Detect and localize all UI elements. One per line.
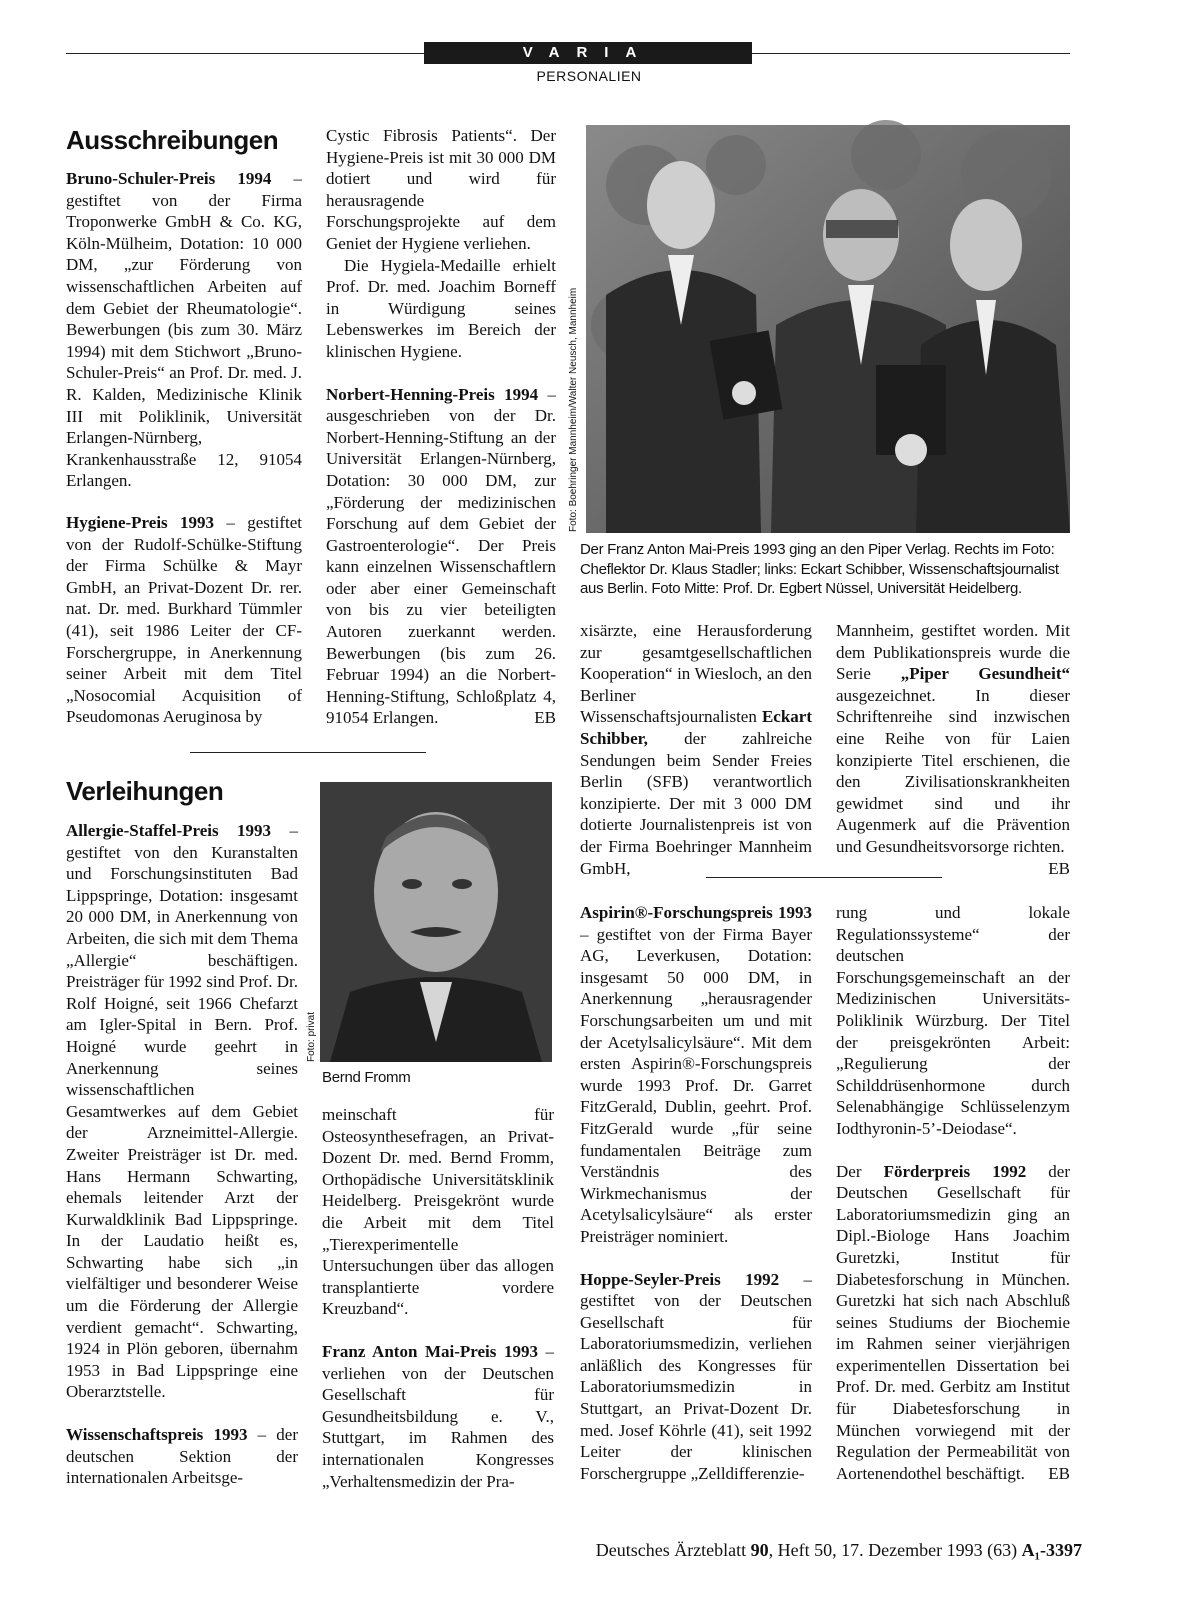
divider-mai — [706, 877, 942, 878]
column-1-top — [66, 168, 302, 492]
heading-ausschreibungen: Ausschreibungen — [66, 125, 279, 155]
hygiene-continued: Cystic Fibrosis Patients“. Der Hygiene-Preis ist mit 30 000 DM dotiert und wird für herausragende Forschungsprojekte auf dem Geniet der Hygiene verliehen. — [326, 126, 556, 253]
hygiela-paragraph: Die Hygiela-Medaille erhielt Prof. Dr. med. Joachim Borneff in Würdigung seines Lebenswerkes im Bereich der klinischen Hygiene. — [326, 255, 556, 361]
article-aspirin — [580, 902, 812, 1248]
wiss-continued: meinschaft für Osteosynthesefragen, an Privat-Dozent Dr. med. Bernd Fromm, Orthopädische Universitätsklinik Heidelberg. Preisgekrönt wurde die Arbeit mit dem Titel „Tierexperimentelle Untersuchungen über das allogen transplantierte vordere Kreuzband“. — [322, 1105, 554, 1319]
footer-issue: , Heft 50, 17. Dezember 1993 (63) — [768, 1540, 1022, 1560]
header-rule-right — [752, 53, 1070, 54]
page-footer — [530, 1540, 1082, 1561]
hoppe-title: Hoppe-Seyler-Preis 1992 — [580, 1269, 780, 1289]
foerder-title: Förderpreis 1992 — [883, 1161, 1027, 1181]
mai-continued-1: xisärzte, eine Herausforderung zur gesamtgesellschaftlichen Kooperation“ in Wiesloch, an den Berliner Wissenschaftsjournalisten Eckart Schibber, der zahlreiche Sendungen beim Sender Freies Berlin (SFB) verantwortlich konzipierte. Der mit 3 000 DM dotierte Journalistenpreis ist von der Firma Boehringer Mannheim GmbH, — [580, 621, 812, 878]
article-hoppe — [580, 1269, 812, 1485]
photo-top-credit: Foto: Boehringer Mannheim/Walter Neusch, Mannheim — [568, 287, 579, 532]
divider-ausschreibungen — [190, 752, 426, 753]
photo-small-credit: Foto: privat — [306, 1011, 317, 1062]
mai-signature: EB — [1048, 858, 1070, 878]
hoppe-text-part1: – gestiftet von der Deutschen Gesellschaft für Laboratoriumsmedizin, verliehen anläßlich des Kongresses für Laboratoriumsmedizin in Stuttgart, an Privat-Dozent Dr. med. Josef Köhrle (41), seit 1992 Leiter der klinischen Forschergruppe „Zelldifferenzie- — [580, 1269, 812, 1483]
allergie-title: Allergie-Staffel-Preis 1993 — [66, 821, 272, 840]
wiss-text-part1: – der deutschen Sektion der internationalen Arbeitsge- — [66, 1425, 298, 1488]
column-4-middle — [836, 620, 1070, 879]
photo-award-ceremony — [586, 125, 1070, 533]
foerder-text: der Deutschen Gesellschaft für Laboratoriumsmedizin ging an Dipl.-Biologe Hans Joachim Guretzki, Institut für Diabetesforschung in München. Guretzki hat sich nach Abschluß seines Studiums der Biochemie im Rahmen seiner vierjährigen experimentellen Dissertation bei Prof. Dr. med. Gerbitz am Institut für Diabetesforschung in München vorwiegend mit der Regulation der Permeabilität von Aortenendothel beschäftigt. — [836, 1161, 1070, 1483]
header-rule-left — [66, 53, 424, 54]
footer-volume: 90 — [750, 1540, 769, 1560]
column-3-bottom — [580, 902, 812, 1484]
bruno-text: – gestiftet von der Firma Troponwerke GmbH & Co. KG, Köln-Mülheim, Dotation: 10 000 DM, „zur Förderung von wissenschaftlichen Arbeiten auf dem Gebiet der Rheumatologie“. Bewerbungen (bis zum 30. März 1994) mit dem Stichwort „Bruno-Schuler-Preis“ an Prof. Dr. med. J. R. Kalden, Medizinische Klinik III mit Poliklinik, Universität Erlangen-Nürnberg, Krankenhausstraße 12, 91054 Erlangen. — [66, 169, 302, 491]
article-foerder — [836, 1161, 1070, 1485]
henning-signature: EB — [534, 708, 556, 728]
article-wiss — [66, 1424, 298, 1489]
column-1-hygiene — [66, 512, 302, 740]
heading-verleihungen: Verleihungen — [66, 776, 224, 806]
mai-title: Franz Anton Mai-Preis 1993 — [322, 1341, 538, 1361]
photo-award-image — [586, 125, 1070, 533]
mai-continued-2: Mannheim, gestiftet worden. Mit dem Publikationspreis wurde die Serie „Piper Gesundheit“ ausgezeichnet. In dieser Schriftenreihe sind inzwischen eine Reihe von für Laien konzipierte Titel erschienen, die den Zivilisationskrankheiten gewidmet sind und ihr Augenmerk auf die Prävention und Gesundheitsvorsorge richten. EB — [836, 621, 1070, 878]
article-hygiene — [66, 512, 302, 728]
column-3-middle — [580, 620, 812, 878]
photo-small-caption: Bernd Fromm — [322, 1069, 411, 1086]
aspirin-title: Aspirin®-Forschungspreis 1993 — [580, 903, 812, 922]
article-bruno — [66, 168, 302, 492]
aspirin-text: – gestiftet von der Firma Bayer AG, Leverkusen, Dotation: insgesamt 50 000 DM, in Anerkennung „herausragender Forschungsarbeiten um und mit der Acetylsalicylsäure“. Mit dem ersten Aspirin®-Forschungspreis wurde 1993 Prof. Dr. Garret FitzGerald, Dublin, geehrt. Prof. FitzGerald wurde „für seine fundamentalen Beiträge zum Verständnis des Wirkmechanismus der Acetylsalicylsäure“ als erster Preisträger nominiert. — [580, 924, 812, 1246]
photo-bernd-fromm — [320, 782, 552, 1062]
hygiene-text-part1: – gestiftet von der Rudolf-Schülke-Stiftung der Firma Schülke & Mayr GmbH, an Privat-Dozent Dr. rer. nat. Dr. med. Burkhard Tümmler (41), seit 1986 Leiter der CF-Forschergruppe, in Anerkennung seiner Arbeit mit dem Titel „Nosocomial Acquisition of Pseudomonas Aeruginosa by — [66, 513, 302, 727]
bruno-title: Bruno-Schuler-Preis 1994 — [66, 169, 272, 188]
article-allergie — [66, 820, 298, 1403]
column-2-top — [326, 125, 556, 729]
allergie-text: – gestiftet von den Kuranstalten und Forschungsinstituten Bad Lippspringe, Dotation: insgesamt 20 000 DM, in Anerkennung von Arbeiten, die sich mit dem Thema „Allergie“ beschäftigen. Preisträger für 1992 sind Prof. Dr. Rolf Hoigné, seit 1966 Chefarzt am Igler-Spital in Bern. Prof. Hoigné wurde geehrt in Anerkennung seines wissenschaftlichen Gesamtwerkes auf dem Gebiet der Arzneimittel-Allergie. Zweiter Preisträger ist Dr. med. Hans Hermann Schwarting, ehemals leitender Arzt der Kurwaldklinik Bad Lippspringe. In der Laudatio heißt es, Schwarting habe sich „in vielfältiger und besonderer Weise um die Förderung der Allergie verdient gemacht“. Schwarting, 1924 in Plön geboren, übernahm 1953 in Bad Lippspringe eine Oberarztstelle. — [66, 821, 298, 1402]
henning-title: Norbert-Henning-Preis 1994 — [326, 384, 539, 404]
eckart-name: Eckart Schibber, — [580, 707, 812, 748]
foerder-intro: Der — [836, 1161, 884, 1181]
subsection-label: PERSONALIEN — [536, 68, 642, 84]
footer-page: A₁-3397 — [1021, 1540, 1082, 1560]
wiss-title: Wissenschaftspreis 1993 — [66, 1425, 248, 1445]
piper-series: „Piper Gesundheit“ — [900, 664, 1070, 684]
article-henning — [326, 384, 556, 730]
hygiene-title: Hygiene-Preis 1993 — [66, 513, 215, 532]
mai-text: – verliehen von der Deutschen Gesellschaft für Gesundheitsbildung e. V., Stuttgart, im Rahmen des internationalen Kongresses „Verhaltensmedizin der Pra- — [322, 1341, 555, 1491]
portrait-image — [320, 782, 552, 1062]
column-4-bottom — [836, 902, 1070, 1484]
photo-top-caption: Der Franz Anton Mai-Preis 1993 ging an den Piper Verlag. Rechts im Foto: Cheflektor Dr. Klaus Stadler; links: Eckart Schibber, Wissenschaftsjournalist aus Berlin. Foto Mitte: Prof. Dr. Egbert Nüssel, Universität Heidelberg. — [580, 541, 1059, 597]
footer-journal: Deutsches Ärzteblatt — [595, 1540, 751, 1560]
section-banner: VARIA — [424, 42, 752, 64]
article-mai — [322, 1341, 554, 1492]
henning-text: – ausgeschrieben von der Dr. Norbert-Henning-Stiftung an der Universität Erlangen-Nürnberg, Dotation: 30 000 DM, zur „Förderung der medizinischen Forschung auf dem Gebiet der Gastroenterologie“. Der Preis kann einzelnen Wissenschaftlern oder aber einer Gemeinschaft von bis zu vier beteiligten Autoren zuerkannt werden. Bewerbungen (bis zum 26. Februar 1994) an die Norbert-Henning-Stiftung, Schloßplatz 4, 91054 Erlangen. — [326, 384, 556, 728]
column-2-bottom — [322, 1104, 554, 1492]
foerder-signature: EB — [1048, 1463, 1070, 1483]
column-1-bottom — [66, 820, 298, 1489]
hoppe-continued: rung und lokale Regulationssysteme“ der deutschen Forschungsgemeinschaft an der Medizinischen Universitäts-Poliklinik Würzburg. Der Titel der preisgekrönten Arbeit: „Regulierung der Schilddrüsenhormone durch Selenabhängige Schlüsselenzym Iodthyronin-5’-Deiodase“. — [836, 903, 1070, 1138]
